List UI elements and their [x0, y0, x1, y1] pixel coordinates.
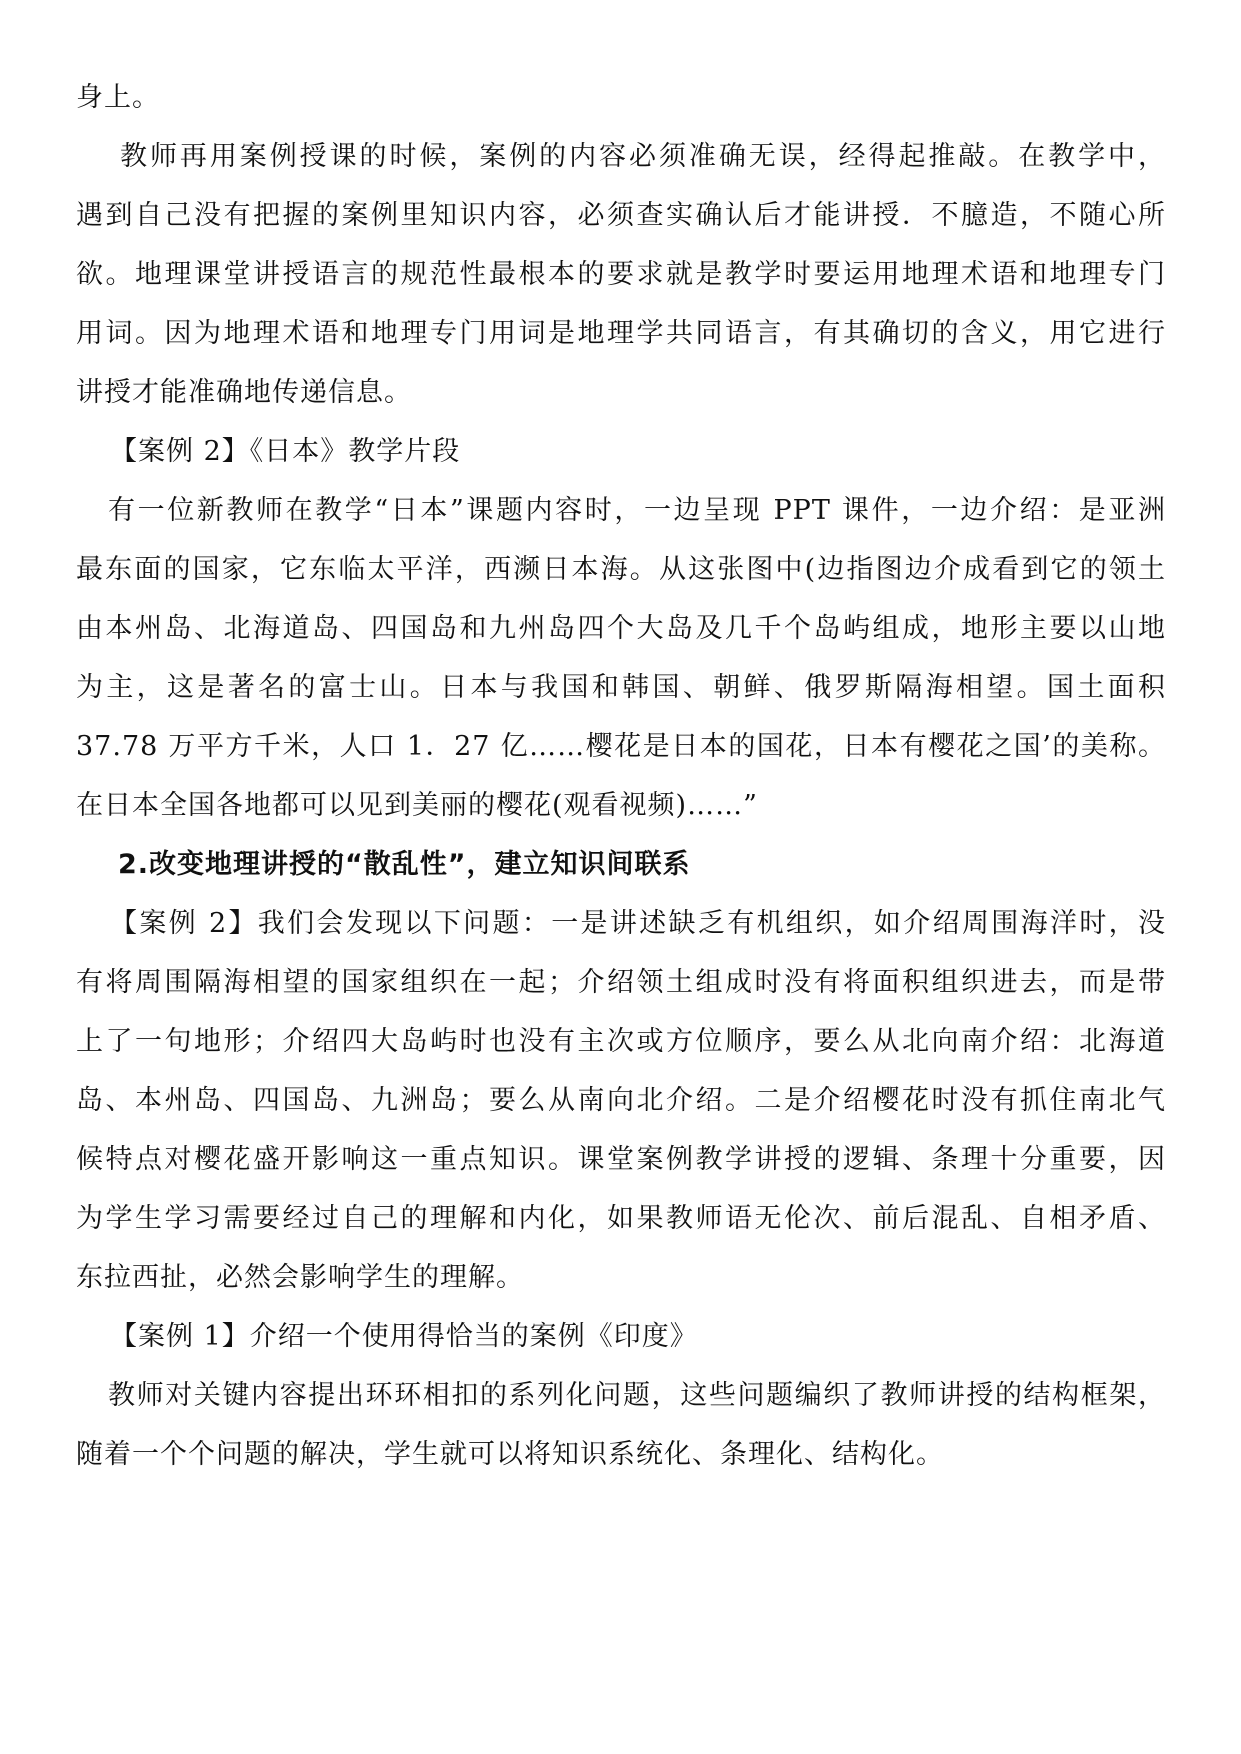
text-line: 【案例 2】我们会发现以下问题：一是讲述缺乏有机组织，如介绍周围海洋时，没: [110, 908, 1166, 939]
case-heading: 【案例 1】介绍一个使用得恰当的案例《印度》: [110, 1321, 698, 1352]
section-heading: 2.改变地理讲授的“散乱性”，建立知识间联系: [118, 849, 691, 880]
text-line: 在日本全国各地都可以见到美丽的樱花(观看视频)……”: [76, 790, 758, 821]
case-heading: 【案例 2】《日本》教学片段: [110, 436, 461, 467]
text-line: 遇到自己没有把握的案例里知识内容，必须查实确认后才能讲授．不臆造，不随心所: [76, 200, 1166, 231]
text-line: 最东面的国家，它东临太平洋，西濒日本海。从这张图中(边指图边介成看到它的领土: [76, 554, 1166, 585]
text-line: 随着一个个问题的解决，学生就可以将知识系统化、条理化、结构化。: [76, 1439, 944, 1470]
text-line: 37.78 万平方千米，人口 1．27 亿……樱花是日本的国花，日本有樱花之国’的美称。: [76, 731, 1166, 762]
text-line: 教师再用案例授课的时候，案例的内容必须准确无误，经得起推敲。在教学中，: [120, 141, 1166, 172]
text-line: 欲。地理课堂讲授语言的规范性最根本的要求就是教学时要运用地理术语和地理专门: [76, 259, 1166, 290]
text-line: 候特点对樱花盛开影响这一重点知识。课堂案例教学讲授的逻辑、条理十分重要，因: [76, 1144, 1166, 1175]
text-line: 上了一句地形；介绍四大岛屿时也没有主次或方位顺序，要么从北向南介绍：北海道: [76, 1026, 1166, 1057]
text-line: 为学生学习需要经过自己的理解和内化，如果教师语无伦次、前后混乱、自相矛盾、: [76, 1203, 1166, 1234]
text-line: 讲授才能准确地传递信息。: [76, 377, 412, 408]
text-line: 东拉西扯，必然会影响学生的理解。: [76, 1262, 524, 1293]
text-line: 有一位新教师在教学“日本”课题内容时，一边呈现 PPT 课件，一边介绍：是亚洲: [108, 495, 1166, 526]
text-line: 身上。: [76, 82, 160, 113]
text-line: 有将周围隔海相望的国家组织在一起；介绍领土组成时没有将面积组织进去，而是带: [76, 967, 1166, 998]
text-line: 由本州岛、北海道岛、四国岛和九州岛四个大岛及几千个岛屿组成，地形主要以山地: [76, 613, 1166, 644]
text-line: 岛、本州岛、四国岛、九洲岛；要么从南向北介绍。二是介绍樱花时没有抓住南北气: [76, 1085, 1166, 1116]
text-line: 教师对关键内容提出环环相扣的系列化问题，这些问题编织了教师讲授的结构框架，: [108, 1380, 1166, 1411]
text-line: 用词。因为地理术语和地理专门用词是地理学共同语言，有其确切的含义，用它进行: [76, 318, 1166, 349]
text-line: 为主，这是著名的富士山。日本与我国和韩国、朝鲜、俄罗斯隔海相望。国土面积: [76, 672, 1166, 703]
